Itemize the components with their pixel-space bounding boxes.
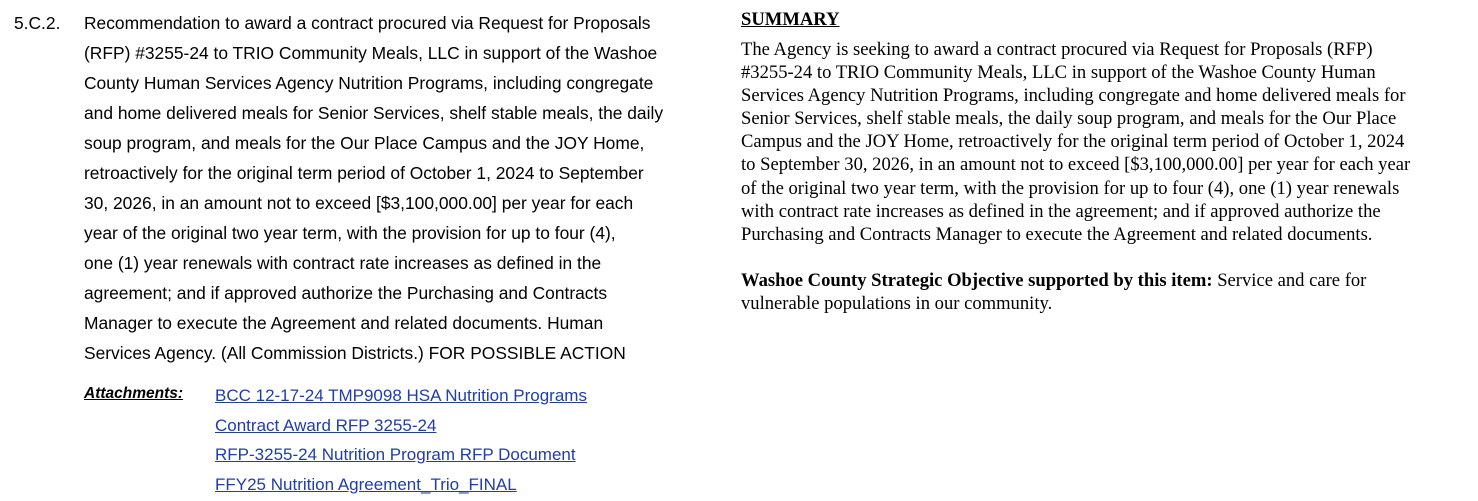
summary-line: Purchasing and Contracts Manager to execute the Agreement and related documents. [741, 223, 1373, 245]
item-description [84, 8, 704, 368]
strategic-objective-text-continued: vulnerable populations in our community. [741, 292, 1053, 314]
item-description-line: 30, 2026, in an amount not to exceed [$3,100,000.00] per year for each [84, 193, 634, 213]
summary-line: of the original two year term, with the provision for up to four (4), one (1) year renewals [741, 177, 1400, 199]
summary-body [741, 38, 1471, 246]
item-description-line: agreement; and if approved authorize the Purchasing and Contracts [84, 283, 608, 303]
strategic-objective-label: Washoe County Strategic Objective supported by this item: [741, 269, 1213, 291]
summary-line: with contract rate increases as defined in the agreement; and if approved authorize the [741, 200, 1381, 222]
attachment-link-nutrition-agreement[interactable]: FFY25 Nutrition Agreement_Trio_FINAL [215, 474, 517, 494]
item-description-line: year of the original two year term, with the provision for up to four (4), [84, 223, 616, 243]
item-number: 5.C.2. [14, 13, 61, 33]
summary-line: Senior Services, shelf stable meals, the daily soup program, and meals for the Our Place [741, 108, 1397, 130]
attachment-list [215, 381, 587, 499]
item-description-line: Manager to execute the Agreement and related documents. Human [84, 313, 604, 333]
item-description-line: (RFP) #3255-24 to TRIO Community Meals, LLC in support of the Washoe [84, 43, 658, 63]
summary-heading: SUMMARY [741, 9, 840, 30]
summary-section [741, 8, 1471, 315]
item-description-line: one (1) year renewals with contract rate increases as defined in the [84, 253, 602, 273]
summary-line: #3255-24 to TRIO Community Meals, LLC in support of the Washoe County Human [741, 62, 1376, 84]
item-description-line: retroactively for the original term period of October 1, 2024 to September [84, 163, 644, 183]
item-description-line: Recommendation to award a contract procured via Request for Proposals [84, 13, 651, 33]
item-description-line: County Human Services Agency Nutrition Programs, including congregate [84, 73, 654, 93]
strategic-objective-text: Service and care for [1212, 269, 1367, 291]
item-description-line: Services Agency. (All Commission Districts.) FOR POSSIBLE ACTION [84, 343, 626, 363]
attachment-link-rfp-document[interactable]: RFP-3255-24 Nutrition Program RFP Document [215, 445, 576, 464]
summary-line: Campus and the JOY Home, retroactively for the original term period of October 1, 2024 [741, 131, 1405, 153]
summary-line: The Agency is seeking to award a contract procured via Request for Proposals (RFP) [741, 39, 1373, 60]
strategic-objective-line [741, 269, 1471, 292]
item-description-line: soup program, and meals for the Our Place Campus and the JOY Home, [84, 133, 645, 153]
summary-line: Services Agency Nutrition Programs, including congregate and home delivered meals for [741, 85, 1406, 107]
attachment-link-tmp9098[interactable]: BCC 12-17-24 TMP9098 HSA Nutrition Programs [215, 386, 587, 405]
item-description-line: and home delivered meals for Senior Services, shelf stable meals, the daily [84, 103, 664, 123]
attachments-label: Attachments: [84, 385, 184, 402]
strategic-objective [741, 269, 1471, 315]
summary-line: to September 30, 2026, in an amount not to exceed [$3,100,000.00] per year for each year [741, 154, 1411, 176]
attachment-link-contract-award[interactable]: Contract Award RFP 3255-24 [215, 415, 437, 435]
